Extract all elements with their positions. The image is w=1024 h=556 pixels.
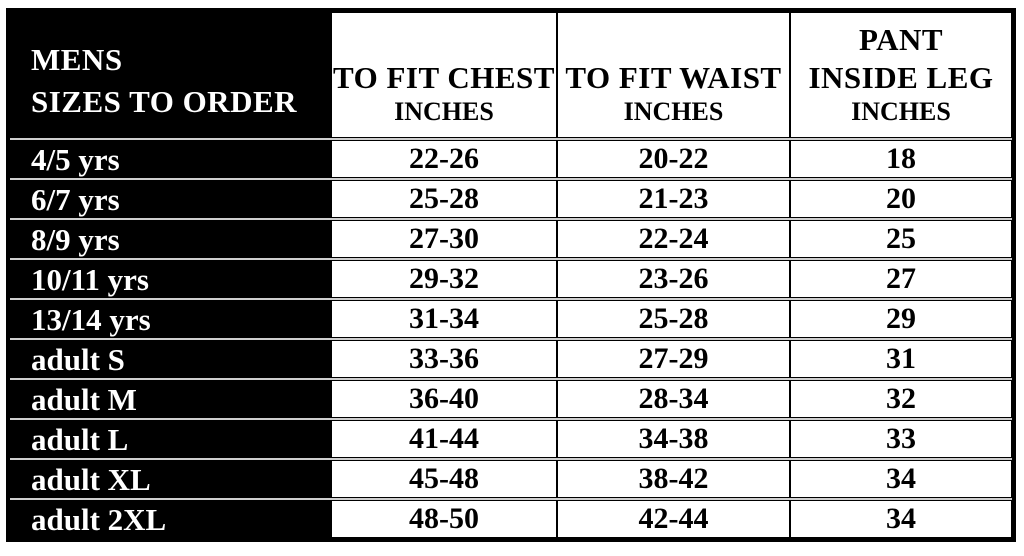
leg-cell: 33 — [790, 420, 1012, 458]
size-cell: 6/7 yrs — [10, 180, 331, 218]
chest-cell: 41-44 — [331, 420, 557, 458]
table-row — [10, 260, 1012, 298]
waist-header-title: TO FIT WAIST — [565, 59, 782, 95]
chest-cell: 27-30 — [331, 220, 557, 258]
chest-cell: 36-40 — [331, 380, 557, 418]
size-cell: adult M — [10, 380, 331, 418]
waist-cell: 38-42 — [557, 460, 790, 498]
leg-cell: 34 — [790, 460, 1012, 498]
header-row — [10, 12, 1012, 138]
chest-cell: 33-36 — [331, 340, 557, 378]
size-cell: 8/9 yrs — [10, 220, 331, 258]
leg-cell: 32 — [790, 380, 1012, 418]
chest-cell: 25-28 — [331, 180, 557, 218]
waist-cell: 25-28 — [557, 300, 790, 338]
leg-cell: 34 — [790, 500, 1012, 538]
column-header-waist — [557, 12, 790, 138]
size-cell: adult XL — [10, 460, 331, 498]
chest-header-title: TO FIT CHEST — [333, 59, 555, 95]
corner-header-line2: SIZES TO ORDER — [31, 84, 298, 120]
table-row — [10, 420, 1012, 458]
leg-cell: 27 — [790, 260, 1012, 298]
chest-header-unit: INCHES — [394, 96, 494, 126]
leg-header-title: PANT — [858, 22, 944, 58]
waist-cell: 23-26 — [557, 260, 790, 298]
leg-header-title2: INSIDE LEG — [808, 59, 994, 95]
table-row — [10, 380, 1012, 418]
chest-cell: 22-26 — [331, 140, 557, 178]
size-cell: 10/11 yrs — [10, 260, 331, 298]
column-header-inside-leg — [790, 12, 1012, 138]
waist-header-unit: INCHES — [623, 96, 724, 126]
corner-header-line1: MENS — [31, 42, 123, 78]
table-row — [10, 140, 1012, 178]
size-cell: adult L — [10, 420, 331, 458]
corner-header — [10, 12, 331, 138]
chest-cell: 31-34 — [331, 300, 557, 338]
waist-cell: 21-23 — [557, 180, 790, 218]
table-row — [10, 220, 1012, 258]
table-row — [10, 180, 1012, 218]
chest-cell: 45-48 — [331, 460, 557, 498]
waist-cell: 34-38 — [557, 420, 790, 458]
table-row — [10, 500, 1012, 538]
waist-cell: 27-29 — [557, 340, 790, 378]
table-row — [10, 300, 1012, 338]
size-cell: adult S — [10, 340, 331, 378]
table-row — [10, 460, 1012, 498]
waist-cell: 28-34 — [557, 380, 790, 418]
column-header-chest — [331, 12, 557, 138]
leg-cell: 29 — [790, 300, 1012, 338]
waist-cell: 22-24 — [557, 220, 790, 258]
leg-cell: 25 — [790, 220, 1012, 258]
leg-cell: 20 — [790, 180, 1012, 218]
waist-cell: 20-22 — [557, 140, 790, 178]
size-cell: 13/14 yrs — [10, 300, 331, 338]
leg-cell: 18 — [790, 140, 1012, 178]
waist-cell: 42-44 — [557, 500, 790, 538]
size-cell: 4/5 yrs — [10, 140, 331, 178]
mens-size-table — [6, 8, 1016, 542]
leg-header-unit: INCHES — [851, 96, 951, 126]
chest-cell: 29-32 — [331, 260, 557, 298]
table-row — [10, 340, 1012, 378]
chest-cell: 48-50 — [331, 500, 557, 538]
size-cell: adult 2XL — [10, 500, 331, 538]
leg-cell: 31 — [790, 340, 1012, 378]
